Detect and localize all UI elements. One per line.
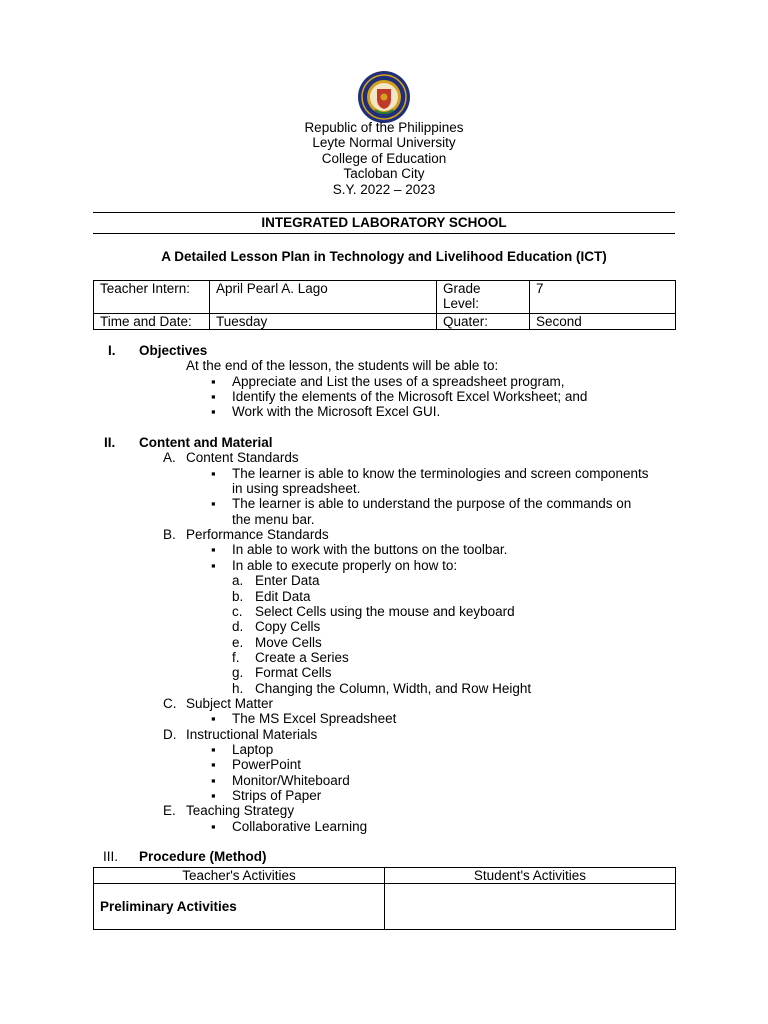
header-line-school-year: S.Y. 2022 – 2023 <box>332 181 436 197</box>
list-item-text: Strips of Paper <box>232 787 322 803</box>
section-title: Objectives <box>139 343 208 358</box>
objectives-intro-text: At the end of the lesson, the students will be able to: <box>186 358 499 374</box>
sub-list-item <box>0 619 768 634</box>
sub-list-label: f. <box>232 649 240 665</box>
sub-list-label: d. <box>232 619 244 635</box>
list-item-text: Laptop <box>232 741 274 757</box>
info-row-teacher <box>94 281 676 314</box>
list-item-text: Monitor/Whiteboard <box>232 772 350 788</box>
header-line-college: College of Education <box>321 150 447 166</box>
time-label: Time and Date: <box>94 314 210 330</box>
sub-list-label: e. <box>232 634 244 650</box>
header-line-city: Tacloban City <box>343 166 425 182</box>
sub-list-item <box>0 681 768 696</box>
list-item-text: The learner is able to understand the purpose of the commands on <box>232 496 632 512</box>
section-number: II. <box>104 435 116 451</box>
objectives-intro <box>0 358 768 373</box>
list-item <box>0 389 768 404</box>
list-item-text: The learner is able to know the terminologies and screen components <box>232 465 649 481</box>
quarter-label: Quater: <box>437 314 530 330</box>
list-item <box>0 819 768 834</box>
sub-list-item <box>0 635 768 650</box>
spacer <box>0 420 768 435</box>
grade-label <box>437 281 530 314</box>
section-title: Procedure (Method) <box>139 849 267 865</box>
school-name: INTEGRATED LABORATORY SCHOOL <box>261 215 507 230</box>
grade-value: 7 <box>530 281 676 314</box>
sub-list-text: Edit Data <box>255 588 311 604</box>
sub-list-label: b. <box>232 588 244 604</box>
sub-list-item <box>0 604 768 619</box>
sub-list-text: Create a Series <box>255 649 349 665</box>
list-item-text: In able to execute properly on how to: <box>232 557 458 573</box>
list-item <box>0 466 768 481</box>
grade-label-line1: Grade <box>443 281 481 296</box>
student-activities-header: Student's Activities <box>385 868 676 884</box>
sub-list-label: g. <box>232 665 244 681</box>
list-item-text: Work with the Microsoft Excel GUI. <box>232 404 441 420</box>
section-objectives-heading <box>0 343 768 358</box>
sub-list-item <box>0 650 768 665</box>
list-item <box>0 374 768 389</box>
university-seal-icon <box>357 70 411 124</box>
list-item-text: Collaborative Learning <box>232 818 368 834</box>
subsection-label: D. <box>163 726 177 742</box>
subsection-performance-standards <box>0 527 768 542</box>
sub-list-text: Enter Data <box>255 573 320 589</box>
teacher-value: April Pearl A. Lago <box>210 281 437 314</box>
sub-list-label: a. <box>232 573 244 589</box>
teacher-label: Teacher Intern: <box>94 281 210 314</box>
sub-list-label: h. <box>232 680 244 696</box>
plan-title: A Detailed Lesson Plan in Technology and Livelihood Education (ICT) <box>161 249 607 264</box>
list-item <box>0 757 768 772</box>
sub-list-text: Move Cells <box>255 634 322 650</box>
info-table <box>93 280 676 330</box>
sub-list-text: Changing the Column, Width, and Row Height <box>255 680 532 696</box>
section-number: III. <box>103 849 119 865</box>
sub-list-text: Copy Cells <box>255 619 321 635</box>
list-item-text: The MS Excel Spreadsheet <box>232 711 397 727</box>
grade-label-line2: Level: <box>443 296 480 311</box>
lesson-outline <box>0 343 768 865</box>
list-item <box>0 558 768 573</box>
sub-list-item <box>0 589 768 604</box>
list-item-continuation <box>0 512 768 527</box>
subsection-teaching-strategy <box>0 803 768 818</box>
divider-bottom <box>93 233 675 234</box>
section-procedure-heading <box>0 849 768 864</box>
info-row-time <box>94 314 676 330</box>
quarter-value: Second <box>530 314 676 330</box>
subsection-title: Content Standards <box>186 450 299 466</box>
procedure-table <box>93 867 676 930</box>
list-item <box>0 742 768 757</box>
list-item-text: PowerPoint <box>232 757 302 773</box>
subsection-subject-matter <box>0 696 768 711</box>
section-number: I. <box>108 343 116 358</box>
list-item-text: In able to work with the buttons on the toolbar. <box>232 542 508 558</box>
list-item-text: in using spreadsheet. <box>232 481 361 497</box>
preliminary-activities-cell: Preliminary Activities <box>94 884 385 930</box>
time-value: Tuesday <box>210 314 437 330</box>
list-item-text: Identify the elements of the Microsoft Excel Worksheet; and <box>232 389 588 405</box>
section-content-heading <box>0 435 768 450</box>
student-activities-cell <box>385 884 676 930</box>
subsection-label: B. <box>163 527 176 543</box>
procedure-header-row <box>94 868 676 884</box>
list-item-text: Appreciate and List the uses of a spreadsheet program, <box>232 373 565 389</box>
header-line-republic: Republic of the Philippines <box>304 120 464 135</box>
list-item <box>0 788 768 803</box>
subsection-content-standards <box>0 450 768 465</box>
subsection-title: Performance Standards <box>186 527 329 543</box>
spacer <box>0 834 768 849</box>
subsection-title: Instructional Materials <box>186 726 318 742</box>
subsection-instructional-materials <box>0 727 768 742</box>
list-item <box>0 404 768 419</box>
teacher-activities-header: Teacher's Activities <box>94 868 385 884</box>
procedure-row <box>94 884 676 930</box>
sub-list-item <box>0 573 768 588</box>
list-item <box>0 496 768 511</box>
list-item-continuation <box>0 481 768 496</box>
subsection-label: A. <box>163 450 176 466</box>
header-block <box>0 120 768 197</box>
subsection-title: Teaching Strategy <box>186 803 295 819</box>
section-title: Content and Material <box>139 435 273 451</box>
sub-list-label: c. <box>232 603 243 619</box>
sub-list-item <box>0 665 768 680</box>
list-item <box>0 773 768 788</box>
sub-list-text: Select Cells using the mouse and keyboard <box>255 603 515 619</box>
header-line-university: Leyte Normal University <box>312 135 456 151</box>
subsection-label: E. <box>163 803 176 819</box>
list-item <box>0 711 768 726</box>
sub-list-text: Format Cells <box>255 665 332 681</box>
subsection-title: Subject Matter <box>186 695 274 711</box>
list-item-text: the menu bar. <box>232 511 315 527</box>
list-item <box>0 542 768 557</box>
subsection-label: C. <box>163 695 177 711</box>
divider-top <box>93 212 675 213</box>
